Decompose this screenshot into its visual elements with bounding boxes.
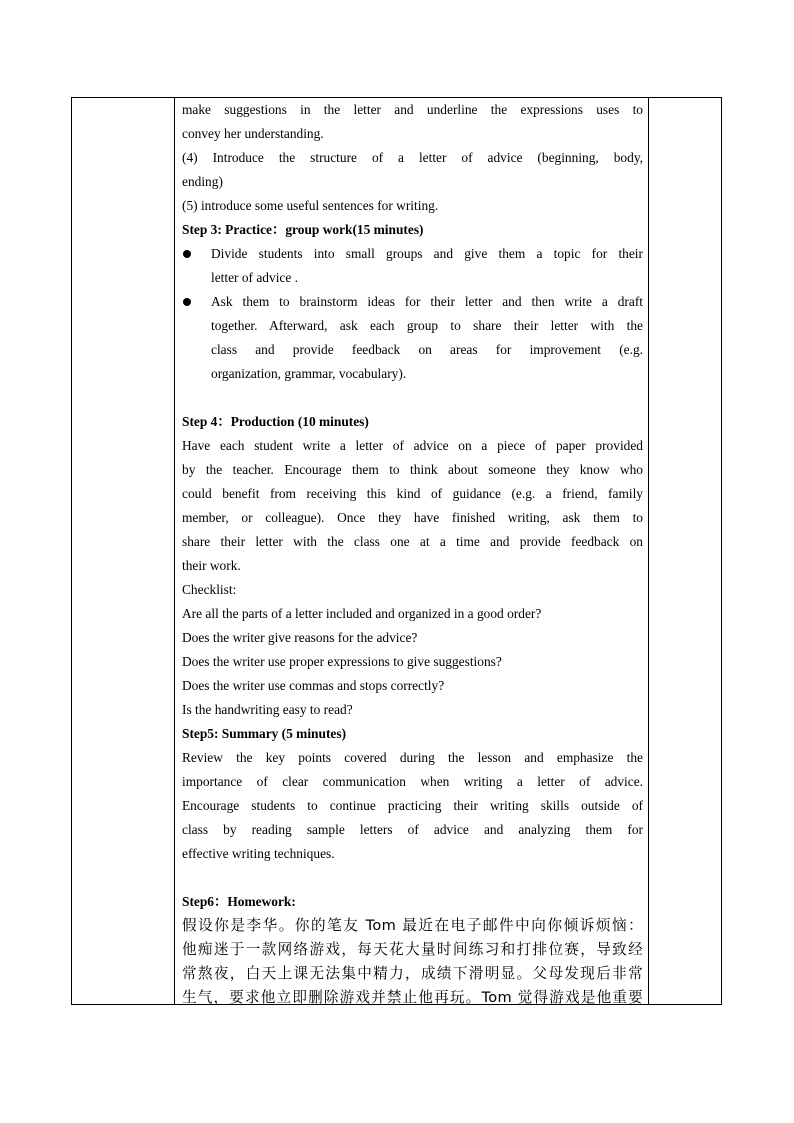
bullet-item — [182, 242, 643, 290]
text-line: class by reading sample letters of advice and analyzing them for — [182, 822, 643, 837]
text-line: together. Afterward, ask each group to share their letter with the — [211, 318, 643, 333]
bullet-icon — [183, 250, 191, 258]
checklist-item: Does the writer use proper expressions to give suggestions? — [182, 654, 502, 669]
text-line: share their letter with the class one at a time and provide feedback on — [182, 534, 643, 549]
table-right-column — [648, 98, 721, 1004]
text-line: member, or colleague). Once they have finished writing, ask them to — [182, 510, 643, 525]
text-line: Have each student write a letter of advice on a piece of paper provided — [182, 438, 643, 453]
text-line: letter of advice . — [211, 270, 298, 285]
step5-heading: Step5: Summary (5 minutes) — [182, 726, 347, 741]
step4-heading: Step 4：Production (10 minutes) — [182, 414, 369, 429]
chinese-text-line: 他痴迷于一款网络游戏，每天花大量时间练习和打排位赛，导致经 — [182, 941, 643, 958]
checklist-label: Checklist: — [182, 582, 237, 597]
chinese-text-line: 常熬夜，白天上课无法集中精力，成绩下滑明显。父母发现后非常 — [182, 965, 643, 982]
table-left-column — [72, 98, 175, 1004]
text-line: their work. — [182, 558, 241, 573]
text-line: Encourage students to continue practicing their writing skills outside of — [182, 798, 643, 813]
blank-line — [182, 386, 643, 410]
checklist-item: Is the handwriting easy to read? — [182, 702, 353, 717]
text-line: could benefit from receiving this kind of guidance (e.g. a friend, family — [182, 486, 643, 501]
text-line: (5) introduce some useful sentences for writing. — [182, 198, 439, 213]
text-line: convey her understanding. — [182, 126, 324, 141]
bullet-icon — [183, 298, 191, 306]
text-line: by the teacher. Encourage them to think about someone they know who — [182, 462, 643, 477]
text-line: importance of clear communication when writing a letter of advice. — [182, 774, 643, 789]
blank-line — [182, 866, 643, 890]
bullet-item — [182, 290, 643, 386]
checklist-item: Does the writer give reasons for the advice? — [182, 630, 418, 645]
chinese-text-line: 生气，要求他立即删除游戏并禁止他再玩。Tom 觉得游戏是他重要 — [182, 989, 643, 1006]
checklist-item: Does the writer use commas and stops correctly? — [182, 678, 445, 693]
text-line: Divide students into small groups and give them a topic for their — [211, 246, 643, 261]
step3-heading: Step 3: Practice：group work(15 minutes) — [182, 222, 424, 237]
text-line: ending) — [182, 174, 223, 189]
text-line: make suggestions in the letter and underline the expressions uses to — [182, 102, 643, 117]
lesson-plan-table — [71, 97, 722, 1005]
text-line: class and provide feedback on areas for improvement (e.g. — [211, 342, 643, 357]
text-line: Ask them to brainstorm ideas for their letter and then write a draft — [211, 294, 643, 309]
checklist-item: Are all the parts of a letter included and organized in a good order? — [182, 606, 542, 621]
table-content-cell — [182, 98, 643, 1010]
text-line: effective writing techniques. — [182, 846, 335, 861]
text-line: (4) Introduce the structure of a letter of advice (beginning, body, — [182, 150, 643, 165]
text-line: organization, grammar, vocabulary). — [211, 366, 407, 381]
text-line: Review the key points covered during the lesson and emphasize the — [182, 750, 643, 765]
chinese-text-line: 假设你是李华。你的笔友 Tom 最近在电子邮件中向你倾诉烦恼： — [182, 917, 643, 934]
step6-heading: Step6：Homework: — [182, 894, 296, 909]
